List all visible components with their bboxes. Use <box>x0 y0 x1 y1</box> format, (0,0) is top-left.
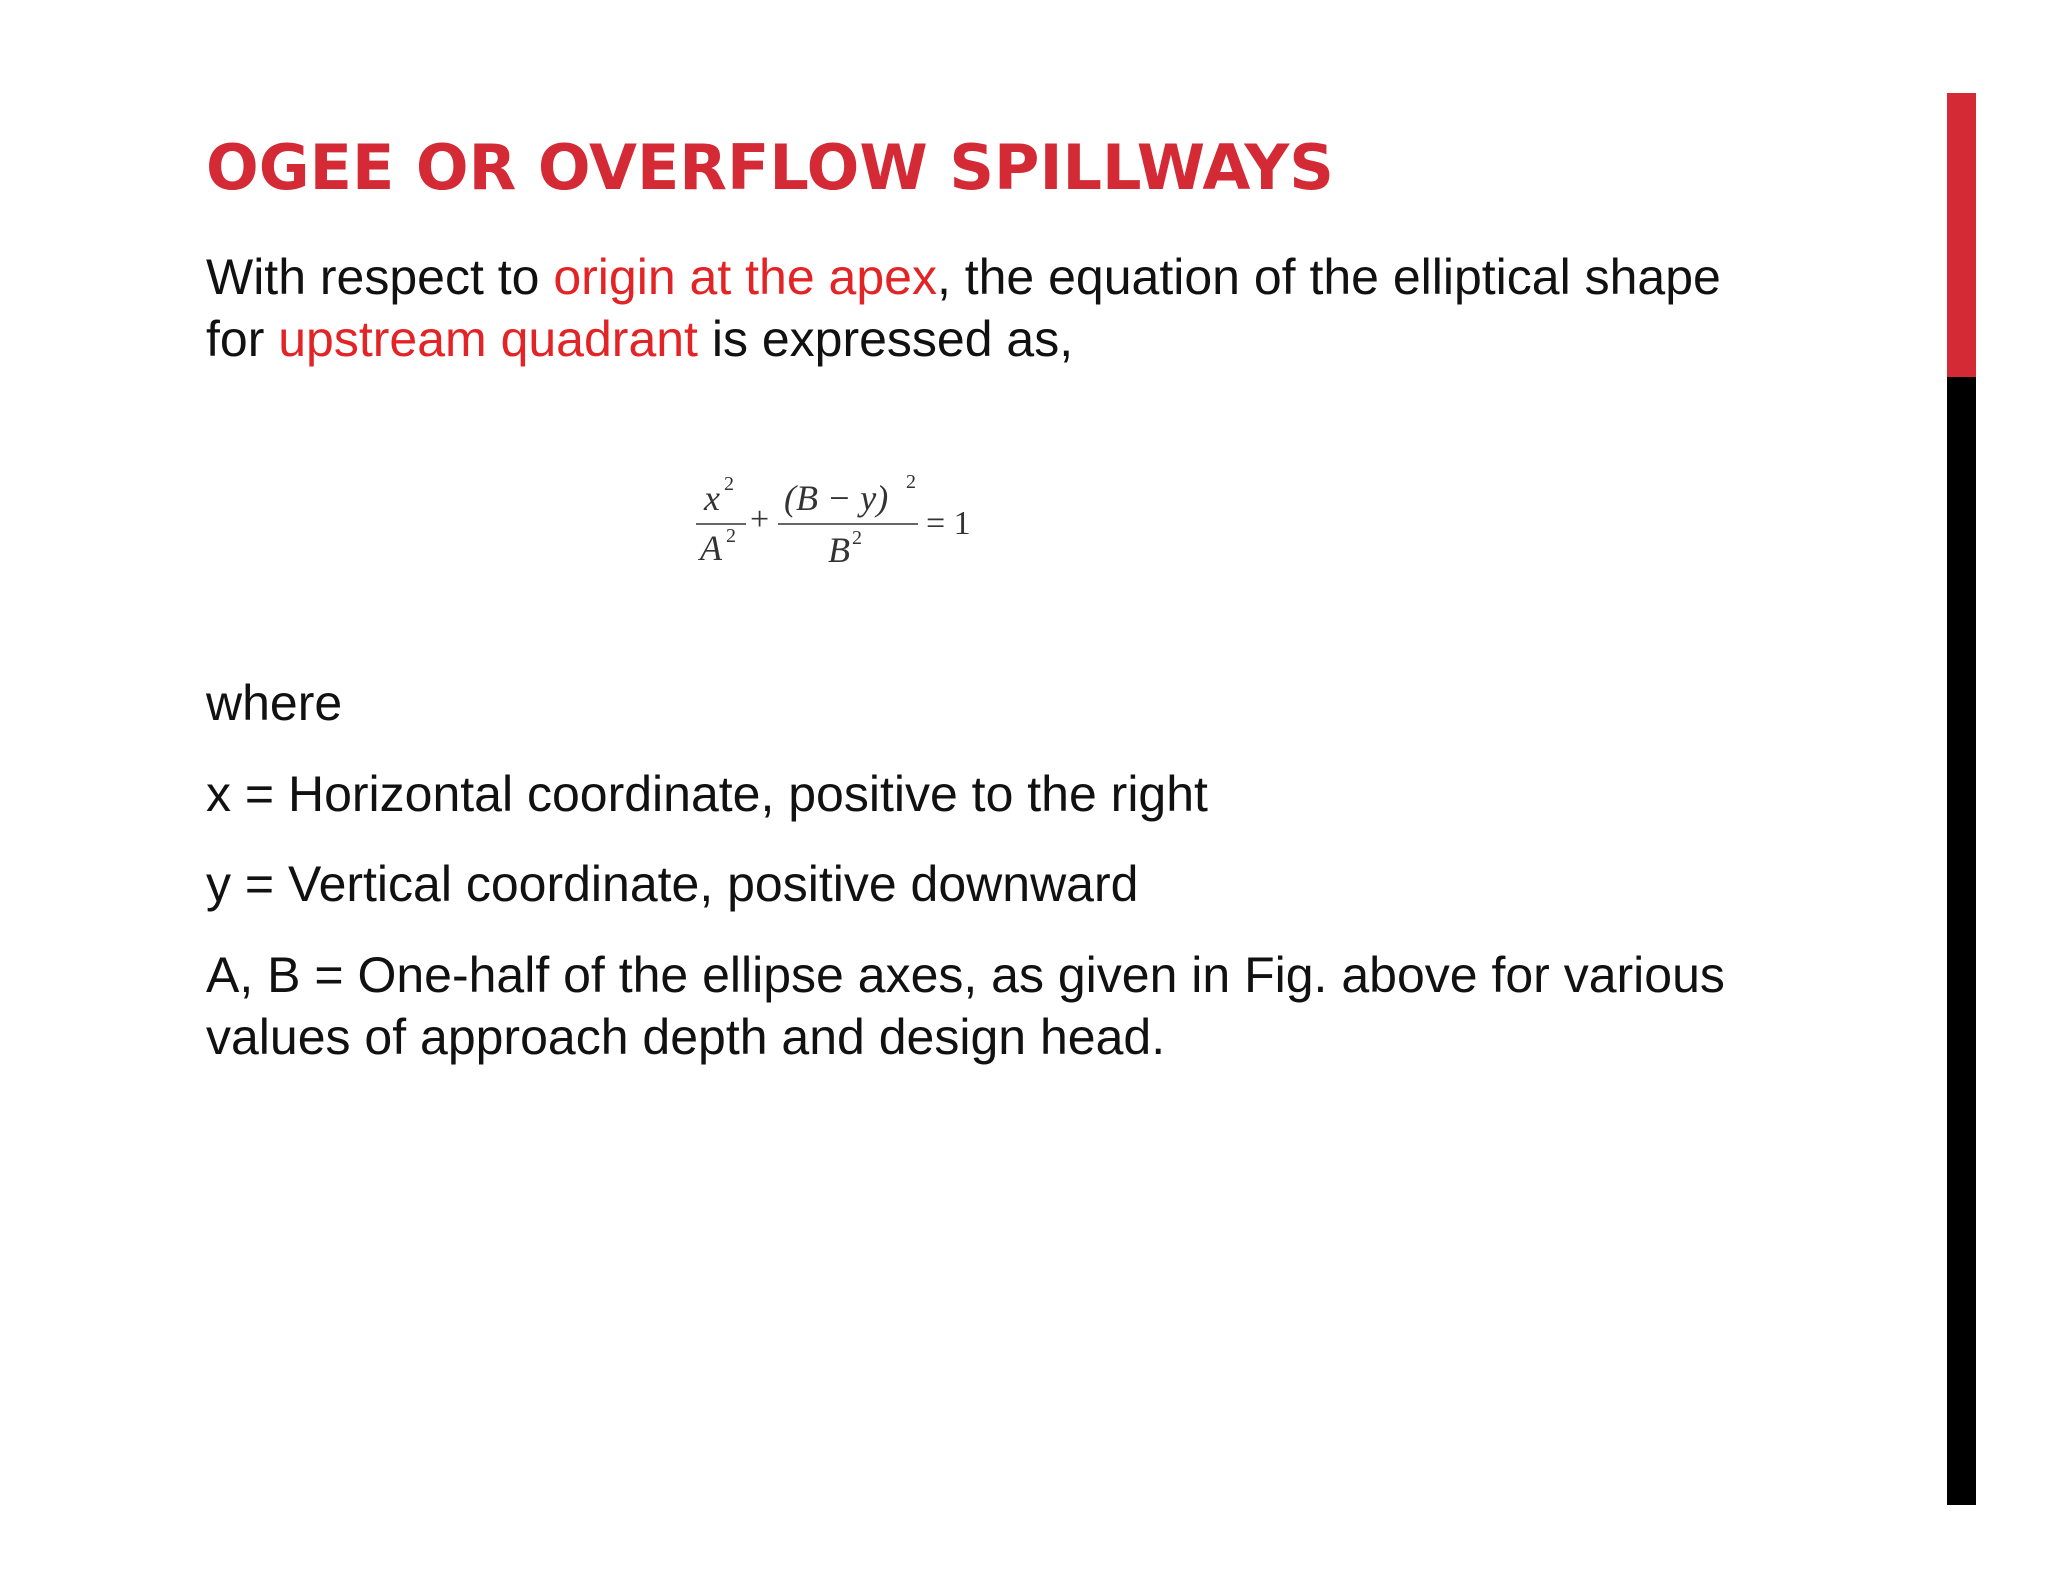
intro-highlight-quadrant: upstream quadrant <box>278 311 698 367</box>
where-label: where <box>206 675 343 731</box>
intro-text: , the equation of the elliptical shape <box>936 249 1721 305</box>
definition-x: x = Horizontal coordinate, positive to the right <box>206 766 1208 822</box>
eq-term1-numerator: x <box>704 478 720 518</box>
definition-y: y = Vertical coordinate, positive downward <box>206 856 1139 912</box>
definition-a-b-line1: A, B = One-half of the ellipse axes, as given in Fig. above for various <box>206 947 1725 1003</box>
side-bar-red-segment <box>1947 93 1976 377</box>
slide-title: OGEE OR OVERFLOW SPILLWAYS <box>206 131 1334 204</box>
side-bar-black-segment <box>1947 377 1976 1505</box>
intro-text: is expressed as, <box>697 311 1074 367</box>
intro-highlight-origin: origin at the apex <box>553 249 937 305</box>
ellipse-equation <box>690 466 1010 584</box>
eq-term2-numerator-exponent: 2 <box>906 471 916 493</box>
eq-term2-numerator: (B − y) <box>784 478 889 518</box>
eq-term2-denominator: B <box>828 530 850 570</box>
eq-term2-denominator-exponent: 2 <box>852 527 862 549</box>
definition-a-b <box>206 944 1725 1068</box>
intro-paragraph <box>206 246 1721 370</box>
eq-term1-denominator: A <box>700 528 722 568</box>
eq-term1-denominator-exponent: 2 <box>726 525 736 547</box>
definition-a-b-line2: values of approach depth and design head. <box>206 1009 1166 1065</box>
side-accent-bar <box>1947 93 1976 1505</box>
eq-plus-sign: + <box>750 501 770 538</box>
intro-text: With respect to <box>206 249 554 305</box>
intro-text: for <box>206 311 279 367</box>
eq-equals-one: = 1 <box>926 505 971 542</box>
eq-term1-numerator-exponent: 2 <box>724 473 734 495</box>
